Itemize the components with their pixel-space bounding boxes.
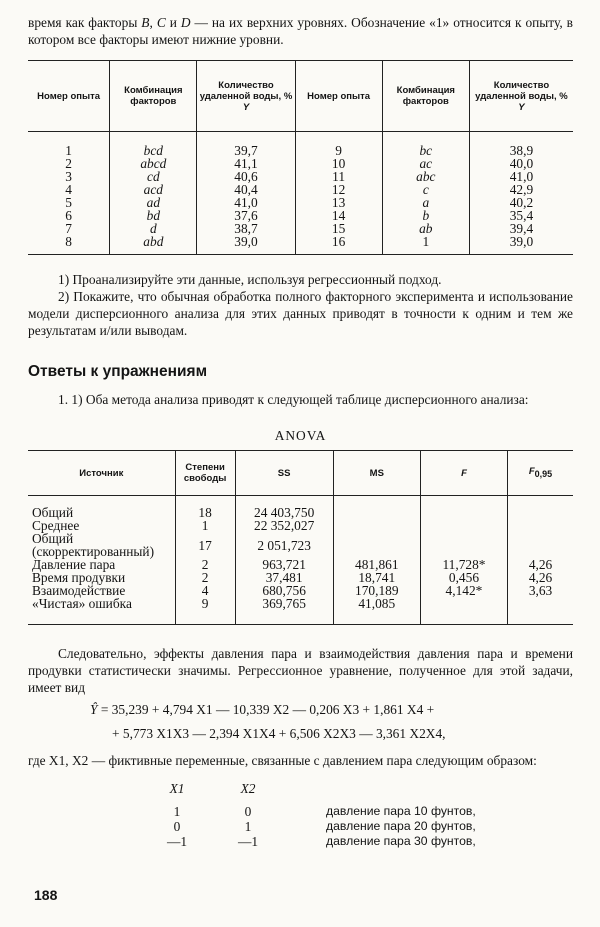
anova-cell: 2	[175, 571, 235, 584]
anova-cell: 481,861	[333, 558, 420, 571]
anova-cell: 18,741	[333, 571, 420, 584]
experiment-cell: abc	[382, 170, 469, 183]
dummy-header-x1: X1	[169, 781, 185, 796]
experiment-cell: 10	[295, 157, 382, 170]
dummy-cell: давление пара 30 фунтов,	[326, 834, 476, 848]
col-header-ms: MS	[333, 451, 420, 496]
col-header-ss: SS	[235, 451, 333, 496]
experiment-cell: bc	[382, 132, 469, 158]
page-number: 188	[34, 887, 58, 903]
col-header-source: Источник	[28, 451, 175, 496]
anova-cell	[420, 532, 507, 558]
anova-source-cell: Взаимодействие	[32, 583, 126, 598]
experiment-cell: 38,7	[197, 222, 295, 235]
experiment-cell: 41,1	[197, 157, 295, 170]
experiment-cell: 3	[65, 169, 72, 184]
anova-cell: 2 051,723	[235, 532, 333, 558]
questions	[28, 271, 573, 339]
page	[28, 14, 573, 849]
answer-paragraph: 1. 1) Оба метода анализа приводят к следующей таблице дисперсионного анализа:	[58, 392, 529, 407]
anova-cell: 4,26	[508, 558, 573, 571]
y-hat: Ŷ	[90, 702, 98, 717]
dummy-row	[146, 819, 476, 834]
anova-cell: 170,189	[333, 584, 420, 597]
experiment-table	[28, 61, 573, 254]
anova-cell: 17	[175, 532, 235, 558]
anova-table	[28, 451, 573, 624]
col-header-f	[420, 451, 507, 496]
experiment-cell: cd	[110, 170, 197, 183]
experiment-table-box	[28, 60, 573, 255]
anova-table-header	[28, 451, 573, 496]
f-crit-main: F	[528, 466, 535, 478]
experiment-cell: 2	[65, 156, 72, 171]
experiment-cell: 5	[65, 195, 72, 210]
experiment-row	[28, 132, 573, 158]
experiment-cell: 39,0	[197, 235, 295, 254]
anova-table-box	[28, 450, 573, 625]
anova-cell	[508, 496, 573, 520]
anova-cell: 41,085	[333, 597, 420, 624]
experiment-cell: 38,9	[469, 132, 573, 158]
experiment-cell: abd	[110, 235, 197, 254]
y-symbol-1: Y	[242, 101, 250, 113]
experiment-cell: 35,4	[469, 209, 573, 222]
dummy-variables-block	[28, 781, 573, 849]
experiment-cell: 39,4	[469, 222, 573, 235]
col-header-water-2-label: Количество удаленной воды, %	[475, 79, 568, 102]
anova-source-cell: Общий	[32, 505, 74, 520]
col-header-combo-2: Комбинация факторов	[382, 61, 469, 132]
anova-cell: 369,765	[235, 597, 333, 624]
question-1: 1) Проанализируйте эти данные, используя регрессионный подход.	[58, 272, 442, 287]
anova-cell: 680,756	[235, 584, 333, 597]
experiment-cell: 13	[295, 196, 382, 209]
experiment-cell: ad	[110, 196, 197, 209]
anova-cell: 1	[175, 519, 235, 532]
dummy-row	[146, 804, 476, 819]
anova-source-cell: Время продувки	[32, 570, 126, 585]
experiment-cell: 6	[65, 208, 72, 223]
col-header-run-1: Номер опыта	[28, 61, 110, 132]
col-header-f-label: F	[461, 467, 467, 479]
anova-cell: 22 352,027	[235, 519, 333, 532]
experiment-cell: 7	[65, 221, 72, 236]
anova-row	[28, 532, 573, 558]
experiment-cell: 8	[65, 234, 72, 249]
factor-b: B	[141, 15, 150, 30]
experiment-cell: acd	[110, 183, 197, 196]
experiment-cell: a	[382, 196, 469, 209]
dummy-cell: 0	[173, 819, 181, 834]
experiment-table-header	[28, 61, 573, 132]
experiment-cell: 1	[382, 235, 469, 254]
equation-line-1-text: = 35,239 + 4,794 X1 — 10,339 X2 — 0,206 X3 + 1,861 X4 +	[100, 702, 435, 717]
intro-paragraph	[28, 14, 573, 48]
experiment-row	[28, 196, 573, 209]
dummy-cell: 1	[244, 819, 252, 834]
y-symbol-2: Y	[518, 101, 525, 113]
conclusion-paragraph: Следовательно, эффекты давления пара и взаимодействия давления пара и времени продувки статистически значимы. Регрессионное уравнение, полученное для этой задачи, имеет вид	[28, 646, 573, 695]
anova-cell: 4,142*	[420, 584, 507, 597]
f-crit-sub: 0,95	[534, 468, 553, 479]
question-2: 2) Покажите, что обычная обработка полного факторного эксперимента и использование модели дисперсионного анализа для этих данных приводят в точности к одним и тем же результатам и/или выводам.	[28, 289, 573, 338]
anova-cell: 18	[175, 496, 235, 520]
experiment-cell: 11	[295, 170, 382, 183]
experiment-cell: 40,2	[469, 196, 573, 209]
intro-and: и	[165, 15, 181, 30]
regression-equation-line-2	[28, 724, 573, 744]
anova-cell: 0,456	[420, 571, 507, 584]
anova-cell: 4	[175, 584, 235, 597]
anova-cell: 4,26	[508, 571, 573, 584]
dummy-cell: —1	[237, 834, 259, 849]
intro-text-a: время как факторы	[28, 15, 142, 30]
experiment-cell: 1	[65, 143, 72, 158]
dummy-cell: 1	[173, 804, 181, 819]
col-header-combo-1: Комбинация факторов	[110, 61, 197, 132]
experiment-cell: 39,7	[197, 132, 295, 158]
anova-row	[28, 597, 573, 624]
anova-source-cell: Среднее	[32, 518, 80, 533]
experiment-cell: 40,6	[197, 170, 295, 183]
factor-c: C	[156, 15, 166, 30]
experiment-row	[28, 209, 573, 222]
dummy-variables-table	[146, 781, 476, 849]
experiment-cell: 41,0	[197, 196, 295, 209]
dummy-variables-paragraph: где X1, X2 — фиктивные переменные, связанные с давлением пара следующим образом:	[28, 753, 537, 768]
dummy-header-blank	[288, 781, 476, 804]
anova-cell	[508, 532, 573, 558]
experiment-cell: bd	[110, 209, 197, 222]
experiment-row	[28, 157, 573, 170]
anova-cell	[420, 496, 507, 520]
anova-cell	[420, 519, 507, 532]
anova-cell: 11,728*	[420, 558, 507, 571]
dummy-header-row	[146, 781, 476, 804]
answers-heading: Ответы к упражнениям	[28, 363, 208, 380]
experiment-cell: 40,0	[469, 157, 573, 170]
intro-comma: ,	[149, 15, 157, 30]
anova-row	[28, 519, 573, 532]
anova-cell	[333, 496, 420, 520]
dummy-row	[146, 834, 476, 849]
anova-cell	[333, 519, 420, 532]
experiment-cell: bcd	[110, 132, 197, 158]
anova-cell	[333, 532, 420, 558]
experiment-cell: b	[382, 209, 469, 222]
dummy-cell: давление пара 10 фунтов,	[326, 804, 476, 818]
dummy-cell: давление пара 20 фунтов,	[326, 819, 476, 833]
col-header-water-1-label: Количество удаленной воды, %	[199, 79, 293, 102]
experiment-cell: 9	[295, 132, 382, 158]
anova-source-cell: Давление пара	[32, 557, 116, 572]
experiment-cell: 12	[295, 183, 382, 196]
equation-line-2-text: + 5,773 X1X3 — 2,394 X1X4 + 6,506 X2X3 — 3,361 X2X4,	[112, 726, 446, 741]
factor-d: D	[180, 15, 191, 30]
experiment-cell: 14	[295, 209, 382, 222]
col-header-water-2	[469, 61, 573, 132]
col-header-df: Степени свободы	[175, 451, 235, 496]
intro-text-b: — на их верхних уровнях. Обозначение «1» относится к опыту, в котором все факторы имеют нижние уровни.	[28, 15, 573, 47]
experiment-cell: abcd	[110, 157, 197, 170]
experiment-cell: 41,0	[469, 170, 573, 183]
experiment-row	[28, 170, 573, 183]
col-header-f-crit	[508, 451, 573, 496]
anova-cell	[508, 597, 573, 624]
anova-cell: 24 403,750	[235, 496, 333, 520]
experiment-row	[28, 183, 573, 196]
anova-cell	[508, 519, 573, 532]
experiment-cell: 39,0	[469, 235, 573, 254]
anova-source-cell: «Чистая» ошибка	[32, 596, 132, 611]
anova-cell	[420, 597, 507, 624]
experiment-cell: 16	[295, 235, 382, 254]
anova-cell: 9	[175, 597, 235, 624]
experiment-cell: 37,6	[197, 209, 295, 222]
experiment-cell: d	[110, 222, 197, 235]
col-header-run-2: Номер опыта	[295, 61, 382, 132]
anova-row	[28, 496, 573, 520]
anova-cell: 963,721	[235, 558, 333, 571]
experiment-cell: 42,9	[469, 183, 573, 196]
experiment-cell: 4	[65, 182, 72, 197]
anova-cell: 2	[175, 558, 235, 571]
anova-source-cell: Общий (скорректированный)	[32, 531, 155, 559]
experiment-row	[28, 235, 573, 254]
dummy-cell: —1	[166, 834, 188, 849]
experiment-cell: 15	[295, 222, 382, 235]
experiment-cell: 40,4	[197, 183, 295, 196]
experiment-cell: ac	[382, 157, 469, 170]
experiment-row	[28, 222, 573, 235]
regression-equation-line-1	[28, 700, 573, 720]
anova-cell: 37,481	[235, 571, 333, 584]
experiment-cell: ab	[382, 222, 469, 235]
dummy-cell: 0	[244, 804, 252, 819]
dummy-header-x2: X2	[240, 781, 256, 796]
anova-cell: 3,63	[508, 584, 573, 597]
experiment-cell: c	[382, 183, 469, 196]
col-header-water-1	[197, 61, 295, 132]
anova-title: ANOVA	[274, 428, 327, 443]
